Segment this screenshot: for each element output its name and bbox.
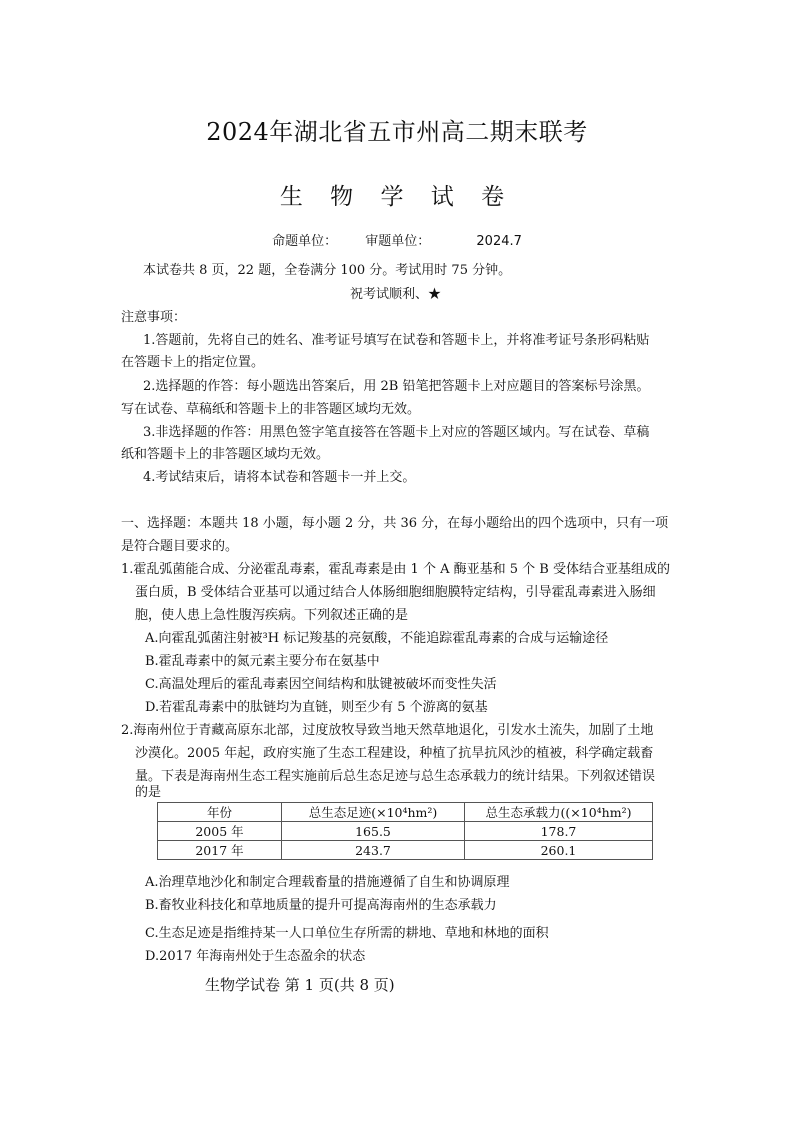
ecological-table (157, 802, 653, 860)
q2-stem: 沙漠化。2005 年起，政府实施了生态工程建设，种植了抗旱抗风沙的植被，科学确定载畜 (135, 746, 654, 761)
subject-title: 生 物 学 试 卷 (279, 184, 515, 210)
page-footer: 生物学试卷 第 1 页(共 8 页) (205, 976, 395, 994)
intro-wish: 祝考试顺利、★ (350, 287, 442, 302)
reviewer-label: 审题单位： (365, 234, 431, 249)
q1-stem: 胞，使人患上急性腹泻疾病。下列叙述正确的是 (135, 608, 409, 623)
q2-option-b: B.畜牧业科技化和草地质量的提升可提高海南州的生态承载力 (145, 898, 497, 913)
notice-heading: 注意事项： (121, 310, 187, 325)
setter-label: 命题单位： (272, 234, 338, 249)
table-header: 总生态承载力((×10⁴hm²) (465, 803, 653, 822)
q2-stem: 的是 (135, 785, 162, 800)
exam-date: 2024.7 (476, 234, 522, 249)
table-header-row (158, 803, 653, 822)
table-row (158, 822, 653, 841)
q1-option-a: A.向霍乱弧菌注射被³H 标记羧基的亮氨酸，不能追踪霍乱毒素的合成与运输途径 (145, 631, 609, 646)
q2-option-c: C.生态足迹是指维持某一人口单位生存所需的耕地、草地和林地的面积 (145, 926, 549, 941)
table-cell: 2005 年 (158, 822, 282, 841)
table-header: 年份 (158, 803, 282, 822)
intro-summary: 本试卷共 8 页，22 题，全卷满分 100 分。考试用时 75 分钟。 (143, 263, 512, 278)
notice-line: 1.答题前，先将自己的姓名、准考证号填写在试卷和答题卡上，并将准考证号条形码粘贴 (143, 333, 650, 348)
q1-stem: 1.霍乱弧菌能合成、分泌霍乱毒素，霍乱毒素是由 1 个 A 酶亚基和 5 个 B 受体结合亚基组成的 (121, 562, 670, 577)
section-heading-cont: 是符合题目要求的。 (121, 539, 239, 554)
table-cell: 243.7 (282, 841, 465, 860)
table-header: 总生态足迹(×10⁴hm²) (282, 803, 465, 822)
notice-line: 3.非选择题的作答：用黑色签字笔直接答在答题卡上对应的答题区域内。写在试卷、草稿 (143, 425, 650, 440)
table-cell: 165.5 (282, 822, 465, 841)
q2-stem: 2.海南州位于青藏高原东北部，过度放牧导致当地天然草地退化，引发水土流失，加剧了土地 (121, 723, 654, 738)
notice-line: 2.选择题的作答：每小题选出答案后，用 2B 铅笔把答题卡上对应题目的答案标号涂黑。 (143, 379, 650, 394)
table-row (158, 841, 653, 860)
q1-option-d: D.若霍乱毒素中的肽链均为直链，则至少有 5 个游离的氨基 (145, 700, 488, 715)
q1-option-c: C.高温处理后的霍乱毒素因空间结构和肽键被破坏而变性失活 (145, 677, 497, 692)
notice-line: 写在试卷、草稿纸和答题卡上的非答题区域均无效。 (121, 402, 421, 417)
section-heading: 一、选择题：本题共 18 小题，每小题 2 分，共 36 分，在每小题给出的四个选项中，只有一项 (121, 516, 669, 531)
notice-line: 纸和答题卡上的非答题区域均无效。 (121, 447, 330, 462)
q2-option-a: A.治理草地沙化和制定合理载畜量的措施遵循了自生和协调原理 (145, 875, 510, 890)
q2-option-d: D.2017 年海南州处于生态盈余的状态 (145, 949, 366, 964)
table-cell: 178.7 (465, 822, 653, 841)
q1-option-b: B.霍乱毒素中的氮元素主要分布在氨基中 (145, 654, 380, 669)
q1-stem: 蛋白质，B 受体结合亚基可以通过结合人体肠细胞细胞膜特定结构，引导霍乱毒素进入肠细 (135, 585, 656, 600)
notice-line: 在答题卡上的指定位置。 (121, 355, 265, 370)
exam-title: 2024年湖北省五市州高二期末联考 (206, 118, 588, 146)
q2-stem: 量。下表是海南州生态工程实施前后总生态足迹与总生态承载力的统计结果。下列叙述错误 (135, 769, 656, 784)
exam-meta (0, 230, 794, 249)
table-cell: 260.1 (465, 841, 653, 860)
table-cell: 2017 年 (158, 841, 282, 860)
notice-line: 4.考试结束后，请将本试卷和答题卡一并上交。 (143, 470, 416, 485)
